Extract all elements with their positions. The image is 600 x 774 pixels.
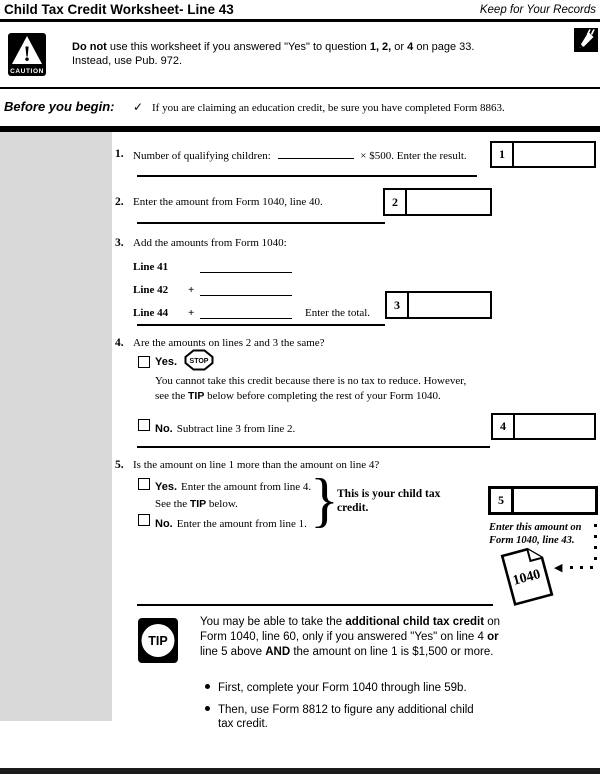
item1-text: Number of qualifying children: × $500. Enter the result. bbox=[133, 150, 467, 162]
line2-amount-field[interactable] bbox=[407, 190, 490, 214]
item2-divider bbox=[137, 222, 385, 224]
line5-box-label: 5 bbox=[491, 489, 514, 512]
before-you-begin-label: Before you begin: bbox=[4, 99, 115, 114]
caution-divider bbox=[0, 87, 600, 89]
enter-total-label: Enter the total. bbox=[305, 307, 371, 319]
line44-label: Line 44 bbox=[133, 307, 169, 319]
item4-divider bbox=[137, 446, 490, 448]
pencil-icon bbox=[574, 28, 598, 57]
item2-number: 2. bbox=[115, 196, 124, 208]
dotted-line bbox=[570, 566, 573, 569]
line2-box-label: 2 bbox=[385, 190, 407, 214]
stop-badge-label: STOP bbox=[189, 357, 209, 365]
item4-no-text: No. Subtract line 3 from line 2. bbox=[155, 423, 296, 435]
line4-amount-field[interactable] bbox=[515, 415, 594, 438]
line41-label: Line 41 bbox=[133, 261, 169, 273]
page-footer-bar bbox=[0, 768, 600, 774]
dotted-line bbox=[590, 566, 593, 569]
item5-no-checkbox[interactable] bbox=[138, 514, 150, 526]
dotted-line bbox=[594, 524, 597, 527]
item4-no-checkbox[interactable] bbox=[138, 419, 150, 431]
tip-text: You may be able to take the additional child tax credit on Form 1040, line 60, only if you answered "Yes" on line 4 or line 5 above AND the amount on line 1 is $1,500 or more. bbox=[200, 616, 501, 658]
line3-amount-field[interactable] bbox=[409, 293, 490, 317]
item4-yes-label: Yes. bbox=[155, 356, 178, 368]
qualifying-children-blank[interactable] bbox=[278, 148, 354, 159]
caution-text-line2: Instead, use Pub. 972. bbox=[72, 55, 183, 67]
form-1040-icon bbox=[496, 540, 563, 615]
line42-label: Line 42 bbox=[133, 284, 169, 296]
line1-box-label: 1 bbox=[492, 143, 514, 166]
line2-box bbox=[383, 188, 492, 216]
item5-question: Is the amount on line 1 more than the amount on line 4? bbox=[133, 459, 380, 471]
brace-glyph: } bbox=[310, 467, 339, 533]
line5-amount-field[interactable] bbox=[514, 489, 595, 512]
item3-text: Add the amounts from Form 1040: bbox=[133, 237, 287, 249]
item5-no-text: No. Enter the amount from line 1. bbox=[155, 518, 307, 530]
item5-number: 5. bbox=[115, 459, 124, 471]
enter-on-1040-note: Enter this amount on Form 1040, line 43. bbox=[489, 522, 582, 546]
line3-box bbox=[385, 291, 492, 319]
item4-yes-text: You cannot take this credit because there is no tax to reduce. However, see the TIP below before completing the rest of your Form 1040. bbox=[155, 375, 467, 402]
left-margin-strip bbox=[0, 132, 112, 721]
line44-plus-sign: + bbox=[188, 307, 195, 319]
item5-yes-checkbox[interactable] bbox=[138, 478, 150, 490]
child-tax-credit-label: This is your child tax credit. bbox=[337, 488, 441, 514]
dotted-line bbox=[594, 557, 597, 560]
item4-yes-checkbox[interactable] bbox=[138, 356, 150, 368]
caution-text-bold: Do not bbox=[72, 41, 107, 53]
caution-badge-label: CAUTION bbox=[10, 68, 44, 75]
tip-badge-label: TIP bbox=[148, 634, 168, 648]
left-arrow-icon: ◀ bbox=[554, 561, 563, 574]
before-you-begin-text: If you are claiming an education credit, be sure you have completed Form 8863. bbox=[152, 102, 505, 114]
line44-amount-blank[interactable] bbox=[200, 317, 292, 319]
item3-divider bbox=[137, 324, 385, 326]
line5-box bbox=[488, 486, 598, 515]
dotted-line bbox=[594, 535, 597, 538]
item4-number: 4. bbox=[115, 337, 124, 349]
line42-plus-sign: + bbox=[188, 284, 195, 296]
item2-text: Enter the amount from Form 1040, line 40. bbox=[133, 196, 323, 208]
tip-bullet-1: First, complete your Form 1040 through line 59b. bbox=[205, 681, 505, 695]
checkmark-icon: ✓ bbox=[133, 100, 144, 114]
form-1040-icon-label: 1040 bbox=[511, 567, 543, 589]
tip-divider bbox=[137, 604, 493, 606]
line4-box bbox=[491, 413, 596, 440]
line1-amount-field[interactable] bbox=[514, 143, 594, 166]
line3-box-label: 3 bbox=[387, 293, 409, 317]
keep-records-note: Keep for Your Records bbox=[479, 4, 596, 16]
exclamation-glyph: ! bbox=[23, 41, 31, 66]
title-divider bbox=[0, 19, 600, 22]
caution-icon bbox=[8, 33, 46, 81]
stop-icon bbox=[184, 349, 214, 376]
line1-box bbox=[490, 141, 596, 168]
item4-question: Are the amounts on lines 2 and 3 the same? bbox=[133, 337, 325, 349]
dotted-line bbox=[580, 566, 583, 569]
tip-bullet-2: Then, use Form 8812 to figure any additional child tax credit. bbox=[205, 703, 497, 731]
dotted-line bbox=[594, 546, 597, 549]
line41-amount-blank[interactable] bbox=[200, 271, 292, 273]
caution-text: Do not use this worksheet if you answered "Yes" to question 1, 2, or 4 on page 33. Instead, use Pub. 972. bbox=[72, 41, 475, 67]
bullet-dot bbox=[205, 684, 210, 689]
item1-divider bbox=[137, 175, 477, 177]
item3-number: 3. bbox=[115, 237, 124, 249]
item1-number: 1. bbox=[115, 148, 124, 160]
bullet-dot bbox=[205, 706, 210, 711]
tip-icon bbox=[138, 618, 178, 668]
line4-box-label: 4 bbox=[493, 415, 515, 438]
line42-amount-blank[interactable] bbox=[200, 294, 292, 296]
item5-yes-text: Yes. Enter the amount from line 4. See the TIP below. bbox=[155, 481, 312, 510]
page-title: Child Tax Credit Worksheet- Line 43 bbox=[4, 2, 234, 17]
